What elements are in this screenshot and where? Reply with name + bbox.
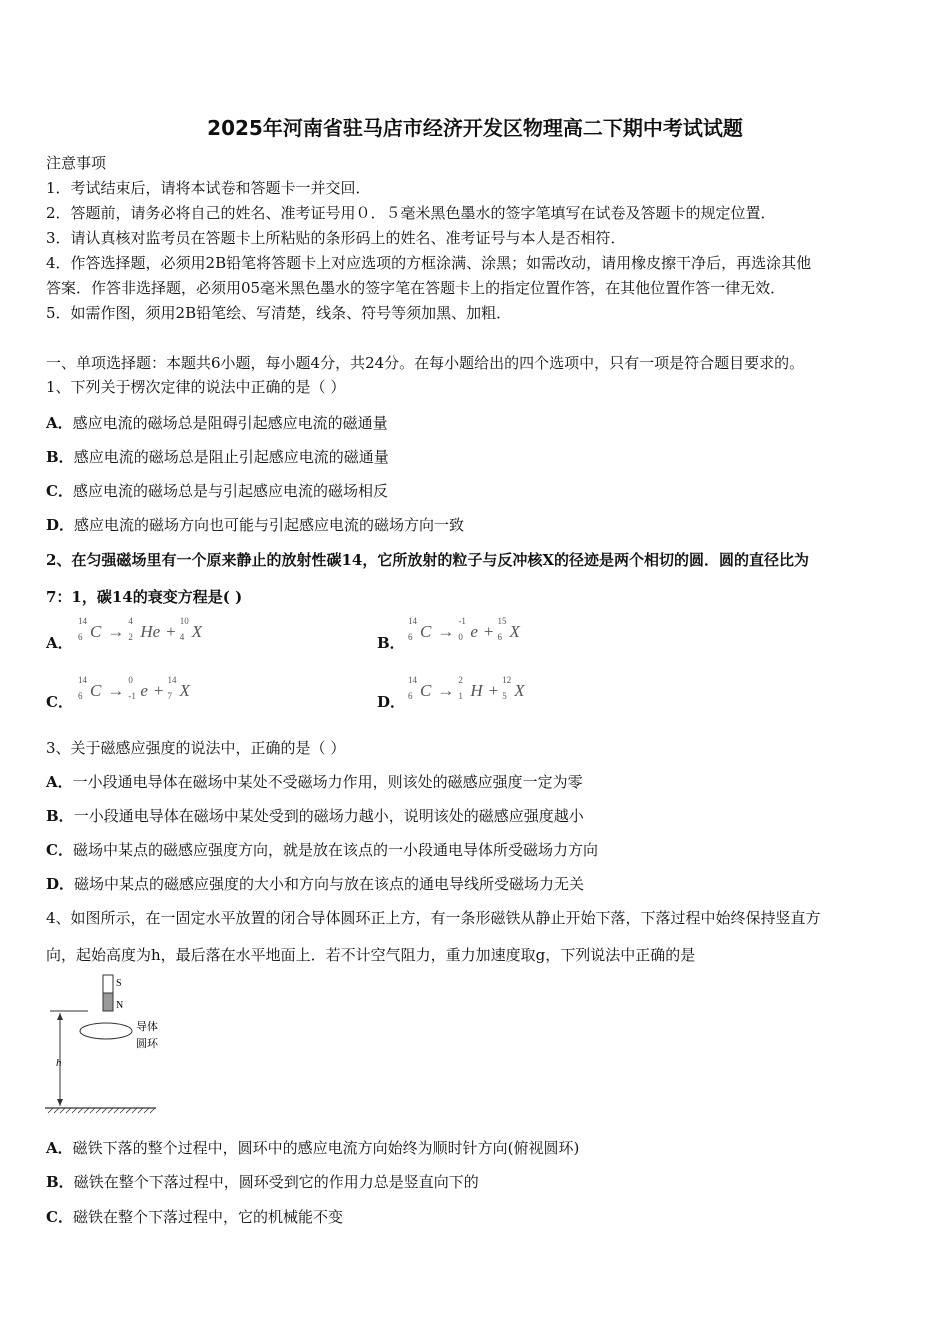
q2-stem-line2: 7：1，碳14的衰变方程是( ) bbox=[46, 588, 243, 606]
height-label: h bbox=[56, 1057, 62, 1069]
q4-option-a: A．磁铁下落的整个过程中，圆环中的感应电流方向始终为顺时针方向(俯视圆环) bbox=[46, 1139, 580, 1157]
option-label: B． bbox=[46, 448, 74, 466]
q4-stem-line1: 4、如图所示，在一固定水平放置的闭合导体圆环正上方，有一条形磁铁从静止开始下落，下落过程中始终保持竖直方 bbox=[46, 909, 821, 927]
notice-item: 答案．作答非选择题，必须用05毫米黑色墨水的签字笔在答题卡上的指定位置作答，在其他位置作答一律无效． bbox=[46, 279, 786, 297]
notice-item: 3．请认真核对监考员在答题卡上所粘贴的条形码上的姓名、准考证号与本人是否相符． bbox=[46, 229, 626, 247]
q1-option-c bbox=[46, 480, 388, 501]
page-title: 2025年河南省驻马店市经济开发区物理高二下期中考试试题 bbox=[207, 116, 743, 140]
q3-option-d: D．磁场中某点的磁感应强度的大小和方向与放在该点的通电导线所受磁场力无关 bbox=[46, 875, 585, 893]
height-arrow-head-up bbox=[57, 1013, 63, 1020]
q2-option-c-formula: 14 6 C → 0 -1 e + 14 7 X bbox=[78, 675, 190, 701]
q1-option-a bbox=[46, 412, 388, 433]
option-label: A． bbox=[46, 414, 73, 432]
q2-option-a-label: A． bbox=[46, 634, 73, 652]
option-label: D． bbox=[46, 516, 75, 534]
notice-heading: 注意事项 bbox=[46, 154, 107, 172]
option-text: 感应电流的磁场总是与引起感应电流的磁场相反 bbox=[72, 482, 388, 500]
option-text: 感应电流的磁场总是阻止引起感应电流的磁通量 bbox=[73, 448, 389, 466]
q3-option-b: B．一小段通电导体在磁场中某处受到的磁场力越小，说明该处的磁感应强度越小 bbox=[46, 807, 584, 825]
q2-option-a-formula: 14 6 C → 4 2 He + 10 4 X bbox=[78, 616, 203, 642]
option-text: 感应电流的磁场方向也可能与引起感应电流的磁场方向一致 bbox=[74, 516, 465, 534]
notice-item: 1．考试结束后，请将本试卷和答题卡一并交回． bbox=[46, 179, 371, 197]
q3-option-c: C．磁场中某点的磁感应强度方向，就是放在该点的一小段通电导体所受磁场力方向 bbox=[46, 841, 598, 859]
q4-option-c: C．磁铁在整个下落过程中，它的机械能不变 bbox=[46, 1208, 343, 1226]
notice-item: 4．作答选择题，必须用2B铅笔将答题卡上对应选项的方框涂满、涂黑；如需改动，请用橡皮擦干净后，再选涂其他 bbox=[46, 254, 812, 272]
ring-label-line2: 圆环 bbox=[136, 1037, 158, 1050]
notice-item: 5．如需作图，须用2B铅笔绘、写清楚，线条、符号等须加黑、加粗． bbox=[46, 304, 512, 322]
q2-option-d-label: D． bbox=[377, 693, 406, 711]
q2-option-b-formula: 14 6 C → -1 0 e + 15 6 X bbox=[408, 616, 520, 642]
magnet-ring-figure bbox=[40, 970, 180, 1115]
magnet-s-label: S bbox=[116, 978, 122, 989]
q2-stem-line1: 2、在匀强磁场里有一个原来静止的放射性碳14，它所放射的粒子与反冲核X的径迹是两个相切的圆．圆的直径比为 bbox=[46, 551, 809, 569]
section-heading: 一、单项选择题：本题共6小题，每小题4分，共24分。在每小题给出的四个选项中，只有一项是符合题目要求的。 bbox=[46, 354, 805, 372]
ring-label-line1: 导体 bbox=[136, 1020, 158, 1033]
q3-option-a: A．一小段通电导体在磁场中某处不受磁场力作用，则该处的磁感应强度一定为零 bbox=[46, 773, 583, 791]
notice-item: 2．答题前，请务必将自己的姓名、准考证号用０．５毫米黑色墨水的签字笔填写在试卷及答题卡的规定位置． bbox=[46, 204, 776, 222]
q3-stem: 3、关于磁感应强度的说法中，正确的是（ ） bbox=[46, 739, 346, 757]
magnet-north-pole bbox=[103, 993, 113, 1011]
option-label: C． bbox=[46, 482, 73, 500]
q1-stem: 1、下列关于楞次定律的说法中正确的是（ ） bbox=[46, 378, 346, 396]
q4-option-b: B．磁铁在整个下落过程中，圆环受到它的作用力总是竖直向下的 bbox=[46, 1173, 479, 1191]
magnet-south-pole bbox=[103, 975, 113, 993]
height-arrow-head-down bbox=[57, 1099, 63, 1106]
q1-option-b bbox=[46, 446, 389, 467]
magnet-n-label: N bbox=[116, 1000, 124, 1011]
q1-option-d bbox=[46, 514, 464, 535]
ground-hatching bbox=[48, 1108, 155, 1113]
q4-stem-line2: 向，起始高度为h，最后落在水平地面上．若不计空气阻力，重力加速度取g，下列说法中正确的是 bbox=[46, 946, 696, 964]
option-text: 感应电流的磁场总是阻碍引起感应电流的磁通量 bbox=[72, 414, 388, 432]
q2-option-d-formula: 14 6 C → 2 1 H + 12 5 X bbox=[408, 675, 525, 701]
q2-option-b-label: B． bbox=[377, 634, 405, 652]
q2-option-c-label: C． bbox=[46, 693, 73, 711]
conductor-ring bbox=[80, 1023, 132, 1039]
